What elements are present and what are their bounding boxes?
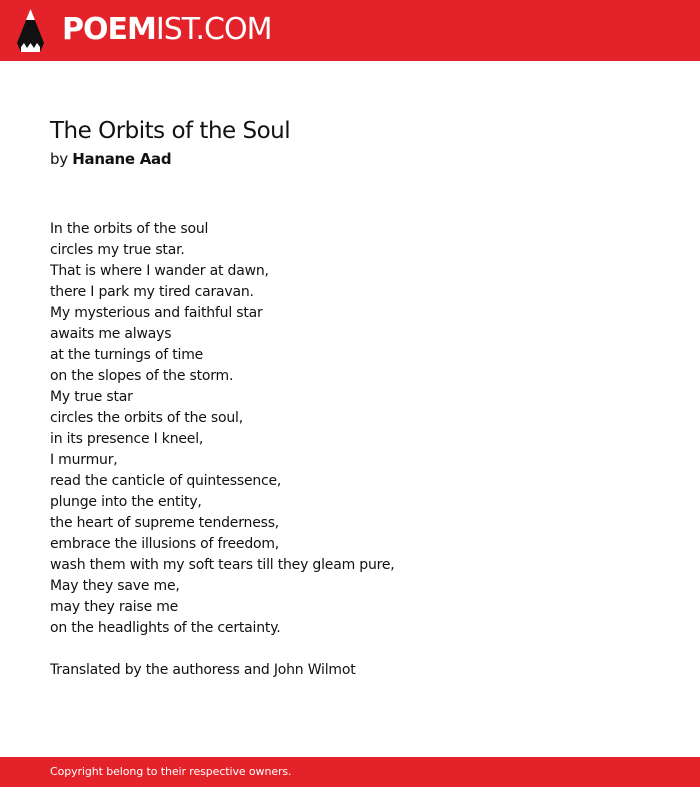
- poem-title: The Orbits of the Soul: [50, 118, 291, 144]
- poem-line: My true star: [50, 389, 133, 405]
- poem-line: I murmur,: [50, 452, 118, 468]
- poem-line: wash them with my soft tears till they gleam pure,: [50, 557, 395, 573]
- poem-line: may they raise me: [50, 599, 179, 615]
- poem-body: [50, 219, 395, 639]
- poem-byline: [50, 149, 171, 169]
- poem-line: embrace the illusions of freedom,: [50, 536, 280, 552]
- logo-bold-text: POEM: [62, 12, 156, 47]
- poem-line: at the turnings of time: [50, 347, 204, 363]
- poem-line: on the headlights of the certainty.: [50, 620, 281, 636]
- poem-line: awaits me always: [50, 326, 172, 342]
- by-label: by: [50, 150, 68, 168]
- poem-line: circles my true star.: [50, 242, 185, 258]
- site-footer: [0, 757, 700, 787]
- pencil-icon: [17, 9, 44, 52]
- poem-line: the heart of supreme tenderness,: [50, 515, 280, 531]
- poem-line: there I park my tired caravan.: [50, 284, 254, 300]
- poem-line: In the orbits of the soul: [50, 221, 209, 237]
- poem-line: My mysterious and faithful star: [50, 305, 263, 321]
- logo-light-text: IST.COM: [155, 12, 272, 47]
- copyright-text: Copyright belong to their respective owners.: [50, 765, 292, 778]
- poem-line: plunge into the entity,: [50, 494, 202, 510]
- poem-line: circles the orbits of the soul,: [50, 410, 243, 426]
- site-header: [0, 0, 700, 61]
- poem-line: That is where I wander at dawn,: [50, 263, 269, 279]
- poem-line: on the slopes of the storm.: [50, 368, 234, 384]
- site-logo[interactable]: [62, 12, 271, 48]
- poem-author: Hanane Aad: [72, 150, 172, 168]
- translator-note: Translated by the authoress and John Wilmot: [50, 662, 356, 678]
- poem-line: read the canticle of quintessence,: [50, 473, 282, 489]
- poem-line: May they save me,: [50, 578, 180, 594]
- poem-line: in its presence I kneel,: [50, 431, 204, 447]
